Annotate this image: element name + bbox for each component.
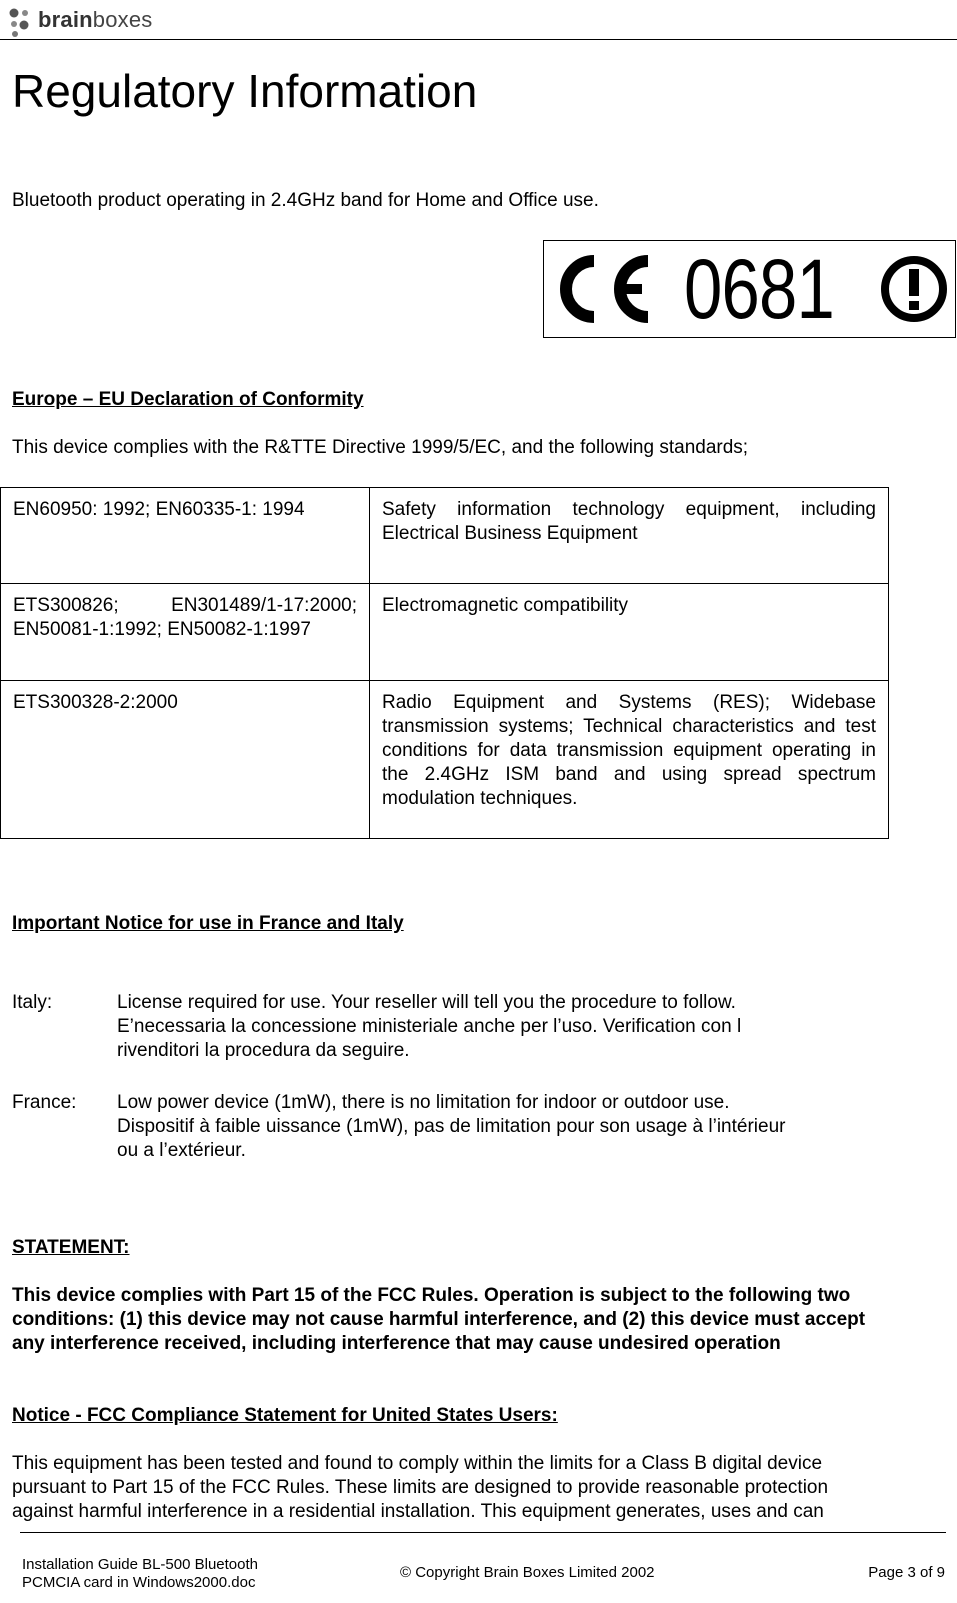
table-row	[1, 681, 889, 839]
italy-line: E’necessaria la concessione ministeriale anche per l’uso. Verification con l	[117, 1016, 742, 1037]
france-line: Low power device (1mW), there is no limitation for indoor or outdoor use.	[117, 1092, 730, 1113]
footer-divider	[20, 1532, 946, 1533]
europe-heading: Europe – EU Declaration of Conformity	[12, 389, 364, 410]
fcc-statement	[12, 1284, 865, 1356]
france-notice	[117, 1091, 785, 1163]
france-line: ou a l’extérieur.	[117, 1140, 246, 1161]
header-divider	[0, 39, 957, 40]
fcc-notice-line: This equipment has been tested and found to comply within the limits for a Class B digital device	[12, 1453, 823, 1474]
logo-light: boxes	[92, 7, 153, 32]
statement-heading: STATEMENT:	[12, 1237, 130, 1258]
intro-text: Bluetooth product operating in 2.4GHz band for Home and Office use.	[12, 190, 599, 211]
italy-line: rivenditori la procedura da seguire.	[117, 1040, 410, 1061]
standard-description: Safety information technology equipment, including Electrical Business Equipment	[370, 488, 889, 584]
statement-line: any interference received, including interference that may cause undesired operation	[12, 1333, 781, 1354]
fcc-notice-heading: Notice - FCC Compliance Statement for United States Users:	[12, 1405, 558, 1426]
ce-logo-icon	[550, 249, 656, 329]
logo-wordmark	[38, 7, 153, 33]
footer-page-number: Page 3 of 9	[868, 1564, 945, 1581]
standard-code: ETS300826; EN301489/1-17:2000; EN50081-1:1992; EN50082-1:1997	[1, 584, 370, 681]
table-row	[1, 488, 889, 584]
standard-code: ETS300328-2:2000	[1, 681, 370, 839]
france-line: Dispositif à faible uissance (1mW), pas de limitation pour son usage à l’intérieur	[117, 1116, 786, 1137]
italy-label: Italy:	[12, 992, 53, 1013]
italy-notice	[117, 991, 741, 1063]
france-italy-heading: Important Notice for use in France and Italy	[12, 913, 404, 934]
logo-bold: brain	[38, 7, 93, 32]
footer-document-name	[22, 1556, 258, 1592]
footer-line: PCMCIA card in Windows2000.doc	[22, 1574, 256, 1591]
footer-line: Installation Guide BL-500 Bluetooth	[22, 1556, 258, 1573]
standard-description: Electromagnetic compatibility	[370, 584, 889, 681]
directive-text: This device complies with the R&TTE Directive 1999/5/EC, and the following standards;	[12, 437, 749, 458]
statement-line: conditions: (1) this device may not cause harmful interference, and (2) this device must accept	[12, 1309, 866, 1330]
ce-mark-box	[543, 240, 956, 338]
alert-mark-icon	[879, 254, 949, 324]
france-label: France:	[12, 1092, 77, 1113]
table-row	[1, 584, 889, 681]
italy-line: License required for use. Your reseller will tell you the procedure to follow.	[117, 992, 736, 1013]
standard-code: EN60950: 1992; EN60335-1: 1994	[1, 488, 370, 584]
logo-dots-icon	[6, 4, 36, 38]
page-title: Regulatory Information	[12, 65, 478, 117]
footer-copyright: © Copyright Brain Boxes Limited 2002	[400, 1564, 655, 1581]
standards-table	[0, 487, 889, 839]
fcc-notice-line: pursuant to Part 15 of the FCC Rules. These limits are designed to provide reasonable protection	[12, 1477, 829, 1498]
fcc-notice-line: against harmful interference in a residential installation. This equipment generates, uses and can	[12, 1501, 824, 1522]
fcc-notice-text	[12, 1452, 828, 1524]
statement-line: This device complies with Part 15 of the FCC Rules. Operation is subject to the following two	[12, 1285, 851, 1306]
notified-body-number: 0681	[684, 242, 834, 336]
brainboxes-logo	[6, 4, 196, 38]
standard-description: Radio Equipment and Systems (RES); Widebase transmission systems; Technical characteristics and test conditions for data transmission equipment operating in the 2.4GHz ISM band and using spread spectrum modulation techniques.	[370, 681, 889, 839]
